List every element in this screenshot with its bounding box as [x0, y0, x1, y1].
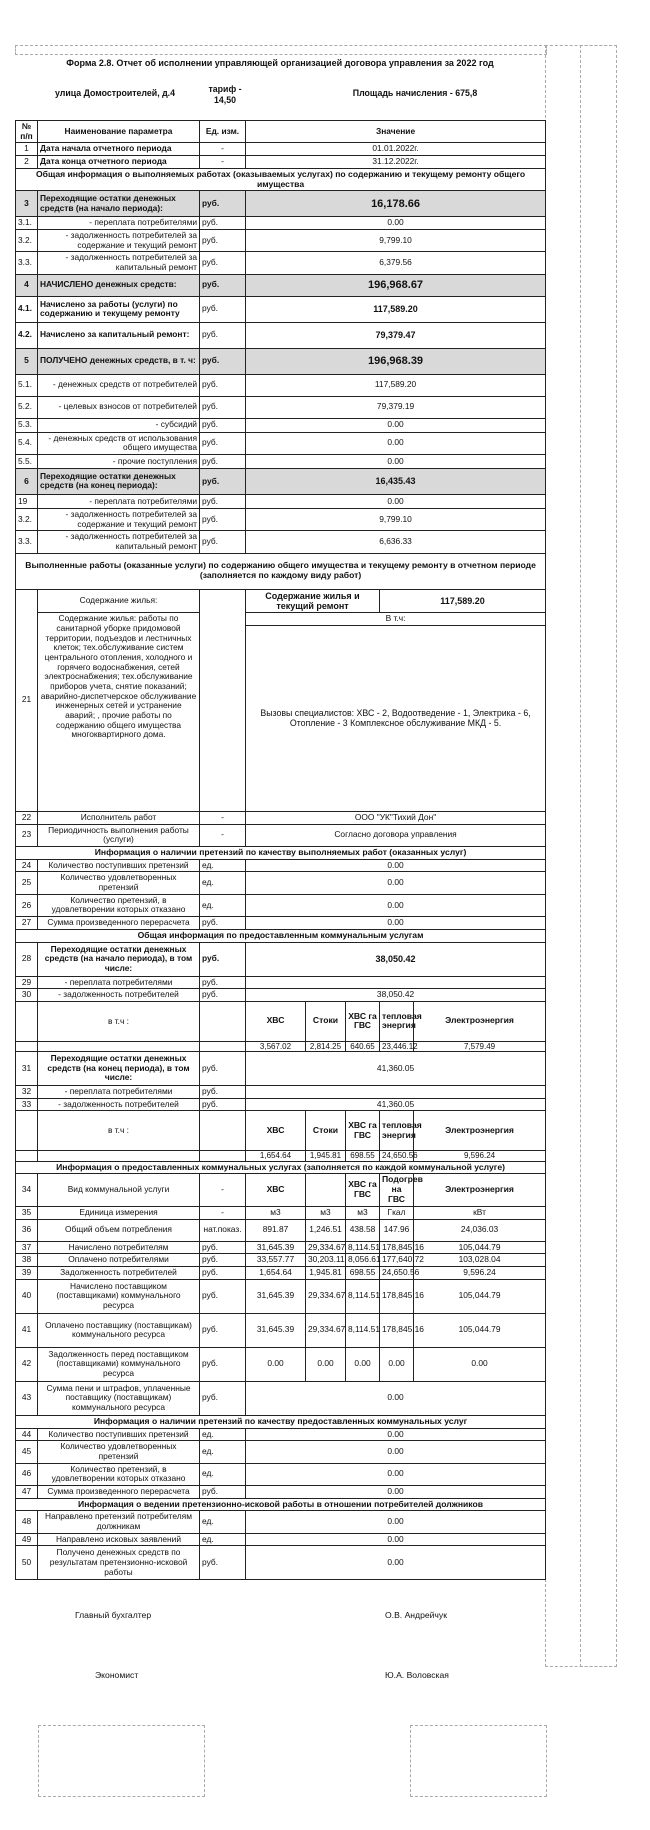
report-sheet: [15, 120, 545, 1720]
economist-title: Экономист: [95, 1670, 139, 1681]
page-guide: [410, 1725, 547, 1797]
table-row: 30 - задолженность потребителей руб. 38,050.42: [16, 989, 546, 1002]
section-header: Информация о наличии претензий по качеству предоставленных коммунальных услуг: [16, 1415, 546, 1428]
table-row: 5.2. - целевых взносов от потребителей руб. 79,379.19: [16, 396, 546, 418]
table-row: 50 Получено денежных средств по результатам претензионно-исковой работы руб. 0.00: [16, 1546, 546, 1580]
page-guide: [580, 45, 617, 1667]
works-incl-row: Содержание жилья: работы по санитарной уборке придомовой территории, подъездов и лестничных клеток; тех.обслуживание систем центрального отопления, холодного и горячего водоснабжения, сетей электроснабжения; тех.обслуживание приборов учета, снятие показаний; аварийно-диспетчерское обслуживание инженерных сетей и устранение аварий; , прочие работы по содержанию общего имущества многоквартирного дома. В т.ч:: [16, 613, 546, 626]
col-num: № п/п: [16, 121, 38, 143]
area: Площадь начисления - 675,8: [352, 88, 478, 98]
table-row: 32 - переплата потребителями руб.: [16, 1086, 546, 1099]
table-row: 39 Задолженность потребителей руб. 1,654.64 1,945.81 698.55 24,650.56 9,596.24: [16, 1267, 546, 1280]
section-header: Общая информация о выполняемых работах (оказываемых услугах) по содержанию и текущему ремонту общего имущества: [16, 168, 546, 191]
table-row: 43 Сумма пени и штрафов, уплаченные поставщику (поставщикам) коммунального ресурса руб. 0.00: [16, 1381, 546, 1415]
table-row: 49 Направлено исковых заявлений ед. 0.00: [16, 1533, 546, 1546]
page-guide: [15, 45, 547, 55]
table-row: 47 Сумма произведенного перерасчета руб. 0.00: [16, 1485, 546, 1498]
works-description: Содержание жилья: работы по санитарной уборке придомовой территории, подъездов и лестничных клеток; тех.обслуживание систем центрального отопления, холодного и горячего водоснабжения, сетей электроснабжения; тех.обслуживание приборов учета, снятие показаний; аварийно-диспетчерское обслуживание инженерных сетей и устранение аварий; , прочие работы по содержанию общего имущества многоквартирного дома.: [38, 613, 200, 812]
table-row: 3.2. - задолженность потребителей за содержание и текущий ремонт руб. 9,799.10: [16, 230, 546, 252]
table-row: 26 Количество претензий, в удовлетворении которых отказано ед. 0.00: [16, 894, 546, 916]
table-row: 3.1. - переплата потребителями руб. 0.00: [16, 217, 546, 230]
tariff-label: тариф -: [208, 84, 242, 94]
table-row: 23 Периодичность выполнения работы (услуги) - Согласно договора управления: [16, 824, 546, 846]
signatures-block: [15, 1580, 545, 1720]
section-header: Информация о ведении претензионно-исковой работы в отношении потребителей должников: [16, 1498, 546, 1511]
table-row: 2 Дата конца отчетного периода - 31.12.2022г.: [16, 155, 546, 168]
section-header: Информация о наличии претензий по качеству выполняемых работ (оказанных услуг): [16, 846, 546, 859]
table-row: 37 Начислено потребителям руб. 31,645.39 29,334.67 8,114.51 178,845.16 105,044.79: [16, 1241, 546, 1254]
address: улица Домостроителей, д.4: [54, 88, 176, 98]
table-row: 45 Количество удовлетворенных претензий ед. 0.00: [16, 1441, 546, 1463]
breakdown-header-row: в т.ч : ХВС Стоки ХВС га ГВС тепловая энергия Электроэнергия: [16, 1111, 546, 1151]
table-row: 3.3. - задолженность потребителей за капитальный ремонт руб. 6,636.33: [16, 531, 546, 553]
form-title: Форма 2.8. Отчет об исполнении управляющей организацией договора управления за 2022 год: [66, 58, 494, 68]
section-header: Выполненные работы (оказанные услуги) по содержанию общего имущества и текущему ремонту в отчетном периоде (заполняется по каждому виду работ): [16, 553, 546, 589]
col-value: Значение: [246, 121, 546, 143]
table-row: 5.1. - денежных средств от потребителей руб. 117,589.20: [16, 374, 546, 396]
table-row: 41 Оплачено поставщику (поставщикам) коммунального ресурса руб. 31,645.39 29,334.67 8,114.51 178,845.16 105,044.79: [16, 1313, 546, 1347]
table-row: 29 - переплата потребителями руб.: [16, 976, 546, 989]
table-row: 3.2. - задолженность потребителей за содержание и текущий ремонт руб. 9,799.10: [16, 508, 546, 530]
table-row: 4 НАЧИСЛЕНО денежных средств: руб. 196,968.67: [16, 274, 546, 296]
table-row: 48 Направлено претензий потребителям должникам ед. 0.00: [16, 1511, 546, 1533]
col-param: Наименование параметра: [38, 121, 200, 143]
table-row: 3 Переходящие остатки денежных средств (на начало периода): руб. 16,178.66: [16, 191, 546, 217]
table-row: 33 - задолженность потребителей руб. 41,360.05: [16, 1098, 546, 1111]
table-row: 35 Единица измерения - м3 м3 м3 Гкал кВт: [16, 1207, 546, 1220]
table-row: 5.3. - субсидий руб. 0.00: [16, 418, 546, 432]
table-row: 22 Исполнитель работ - ООО "УК"Тихий Дон": [16, 811, 546, 824]
breakdown-header-row: в т.ч : ХВС Стоки ХВС га ГВС тепловая энергия Электроэнергия: [16, 1001, 546, 1041]
section-header: Информация о предоставленных коммунальных услугах (заполняется по каждой коммунальной услуге): [16, 1161, 546, 1174]
table-row: 5 ПОЛУЧЕНО денежных средств, в т. ч: руб. 196,968.39: [16, 348, 546, 374]
page-guide: [38, 1725, 205, 1797]
table-row: 24 Количество поступивших претензий ед. 0.00: [16, 859, 546, 872]
works-header-row: 21 Содержание жилья: Содержание жилья и текущий ремонт 117,589.20: [16, 589, 546, 613]
table-row: 4.2. Начислено за капитальный ремонт: руб. 79,379.47: [16, 322, 546, 348]
chief-accountant-name: О.В. Андрейчук: [385, 1610, 447, 1621]
table-row: 4.1. Начислено за работы (услуги) по содержанию и текущему ремонту руб. 117,589.20: [16, 296, 546, 322]
col-unit: Ед. изм.: [200, 121, 246, 143]
specialist-calls: Вызовы специалистов: ХВС - 2, Водоотведение - 1, Электрика - 6, Отопление - 3 Комплексное обслуживание МКД - 5.: [246, 625, 546, 811]
breakdown-values-row: 3,567.02 2,814.25 640.65 23,446.12 7,579.49: [16, 1041, 546, 1051]
table-row: 25 Количество удовлетворенных претензий ед. 0.00: [16, 872, 546, 894]
table-row: 42 Задолженность перед поставщиком (поставщиками) коммунального ресурса руб. 0.00 0.00 0.00 0.00 0.00: [16, 1347, 546, 1381]
table-row: 3.3. - задолженность потребителей за капитальный ремонт руб. 6,379.56: [16, 252, 546, 274]
table-row: 46 Количество претензий, в удовлетворении которых отказано ед. 0.00: [16, 1463, 546, 1485]
table-header: [16, 121, 546, 143]
breakdown-values-row: 1,654.64 1,945.81 698.55 24,650.56 9,596.24: [16, 1151, 546, 1161]
chief-accountant-title: Главный бухгалтер: [75, 1610, 152, 1621]
table-row: 34 Вид коммунальной услуги - ХВС ХВС га ГВС Подогрев на ГВС Электроэнергия: [16, 1174, 546, 1207]
table-row: 5.5. - прочие поступления руб. 0.00: [16, 454, 546, 468]
table-row: 1 Дата начала отчетного периода - 01.01.2022г.: [16, 143, 546, 156]
tariff: [195, 84, 255, 105]
table-row: 38 Оплачено потребителями руб. 33,557.77 30,203.11 8,056.61 177,640.72 103,028.04: [16, 1254, 546, 1267]
table-row: 5.4. - денежных средств от использования общего имущества руб. 0.00: [16, 432, 546, 454]
table-row: 6 Переходящие остатки денежных средств (на конец периода): руб. 16,435.43: [16, 468, 546, 494]
table-row: 40 Начислено поставщиком (поставщиками) коммунального ресурса руб. 31,645.39 29,334.67 8,114.51 178,845.16 105,044.79: [16, 1279, 546, 1313]
table-row: 36 Общий объем потребления нат.показ. 891.87 1,246.51 438.58 147.96 24,036.03: [16, 1219, 546, 1241]
table-row: 28 Переходящие остатки денежных средств (на начало периода), в том числе: руб. 38,050.42: [16, 942, 546, 976]
table-row: 19 - переплата потребителями руб. 0.00: [16, 494, 546, 508]
table-row: 27 Сумма произведенного перерасчета руб. 0.00: [16, 917, 546, 930]
economist-name: Ю.А. Воловская: [385, 1670, 449, 1681]
table-row: 44 Количество поступивших претензий ед. 0.00: [16, 1428, 546, 1441]
table-row: 31 Переходящие остатки денежных средств (на конец периода), в том числе: руб. 41,360.05: [16, 1052, 546, 1086]
tariff-value: 14,50: [213, 94, 236, 105]
section-header: Общая информация по предоставленным коммунальным услугам: [16, 929, 546, 942]
report-table: [15, 120, 546, 1580]
